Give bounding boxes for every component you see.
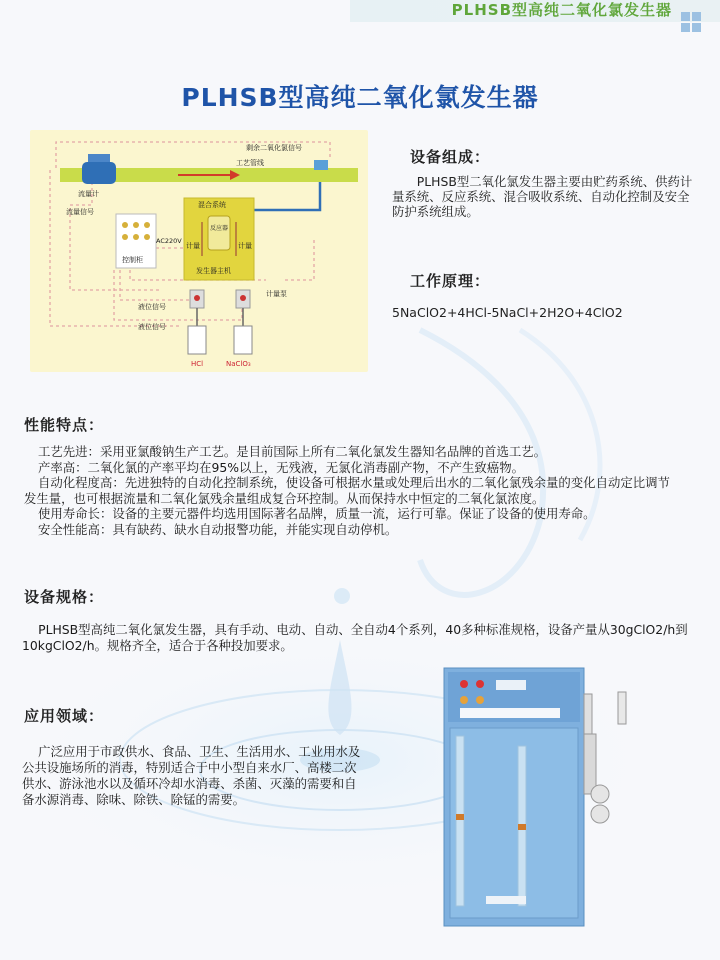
- header-decoration-square: [681, 12, 690, 21]
- process-diagram-svg: [30, 130, 368, 372]
- hcl-tank: [188, 326, 206, 354]
- naclo3-label: NaClO₃: [226, 360, 251, 368]
- features-heading: 性能特点：: [24, 416, 105, 434]
- metering-pump-label: 计量泵: [266, 290, 287, 298]
- composition-text: PLHSB型二氧化氯发生器主要由贮药系统、供药计量系统、反应系统、混合吸收系统、自动化控制及安全防护系统组成。: [392, 174, 693, 219]
- reactor: [208, 216, 230, 250]
- specs-text: PLHSB型高纯二氧化氯发生器，具有手动、电动、自动、全自动4个系列，40多种标准规格，设备产量从30gClO2/h到10kgClO2/h。规格齐全，适合于各种投加要求。: [22, 622, 688, 653]
- header-decoration-square: [681, 23, 690, 32]
- feature-item: 工艺先进：采用亚氯酸钠生产工艺。是目前国际上所有二氧化氯发生器知名品牌的首选工艺。: [38, 444, 547, 459]
- feature-item: 使用寿命长：设备的主要元器件均选用国际著名品牌，质量一流，运行可靠。保证了设备的使用寿命。: [38, 506, 596, 521]
- reaction-formula: 5NaClO2+4HCl-5NaCl+2H2O+4ClO2: [392, 305, 623, 320]
- composition-heading: 设备组成：: [410, 148, 491, 166]
- process-diagram: [30, 130, 368, 372]
- features-list: [24, 444, 696, 537]
- pump-left: [591, 785, 609, 803]
- flowmeter-body: [82, 162, 116, 184]
- meter-right-label: 计量: [238, 242, 252, 250]
- generator-host-label: 发生器主机: [196, 267, 231, 275]
- principle-heading: 工作原理：: [410, 272, 491, 290]
- feature-item: 自动化程度高：先进独特的自动化控制系统，使设备可根据水量或处理后出水的二氧化氯残余量的变化自动定比调节 发生量，也可根据流量和二氧化氯残余量组成复合环控制。从而保持水中恒定的二氧化氯浓度。: [24, 475, 687, 506]
- control-cabinet-label: 控制柜: [122, 256, 143, 264]
- specs-heading: 设备规格：: [24, 588, 105, 606]
- ac220v-label: AC220V: [156, 237, 182, 245]
- pipeline-label: 工艺管线: [236, 159, 264, 167]
- flow-tube-left: [456, 736, 464, 906]
- pump-right: [591, 805, 609, 823]
- level-signal-label-1: 液位信号: [138, 303, 166, 311]
- header-decoration-square: [692, 23, 701, 32]
- feature-item: 安全性能高：具有缺药、缺水自动报警功能，并能实现自动停机。: [38, 521, 398, 537]
- meter-left-label: 计量: [186, 242, 200, 250]
- mixing-system-label: 混合系统: [198, 201, 226, 209]
- flowmeter-label: 流量计: [78, 190, 99, 198]
- feature-item: 产率高：二氧化氯的产率平均在95%以上，无残液，无氯化消毒副产物，不产生致癌物。: [38, 459, 524, 475]
- residual-signal-label: 剩余二氧化氯信号: [246, 144, 302, 152]
- hcl-label: HCl: [191, 360, 204, 368]
- reactor-label: 反应器: [210, 225, 229, 232]
- cabinet-label-plate: [486, 896, 526, 904]
- applications-text: 广泛应用于市政供水、食品、卫生、生活用水、工业用水及公共设施场所的消毒，特别适合于中小型自来水厂、高楼二次供水、游泳池水以及循环冷却水消毒、杀菌、灭藻的需要和自备水源消毒、除味、除铁、除锰的需要。: [22, 744, 361, 807]
- naclo3-tank: [234, 326, 252, 354]
- product-image: [440, 664, 630, 932]
- page-title: PLHSB型高纯二氧化氯发生器: [181, 83, 539, 112]
- metering-pump-line: [282, 240, 314, 280]
- flow-signal-label: 流量信号: [66, 208, 94, 216]
- generator-cabinet: [440, 664, 630, 932]
- header-decoration-square: [692, 12, 701, 21]
- header-title: PLHSB型高纯二氧化氯发生器: [451, 1, 672, 19]
- applications-heading: 应用领域：: [24, 707, 105, 725]
- cabinet-lower-panel: [450, 728, 578, 918]
- cabinet-nameplate: [460, 708, 560, 718]
- sensor-block: [314, 160, 328, 170]
- level-signal-label-2: 液位信号: [138, 323, 166, 331]
- flowmeter-cap: [88, 154, 110, 162]
